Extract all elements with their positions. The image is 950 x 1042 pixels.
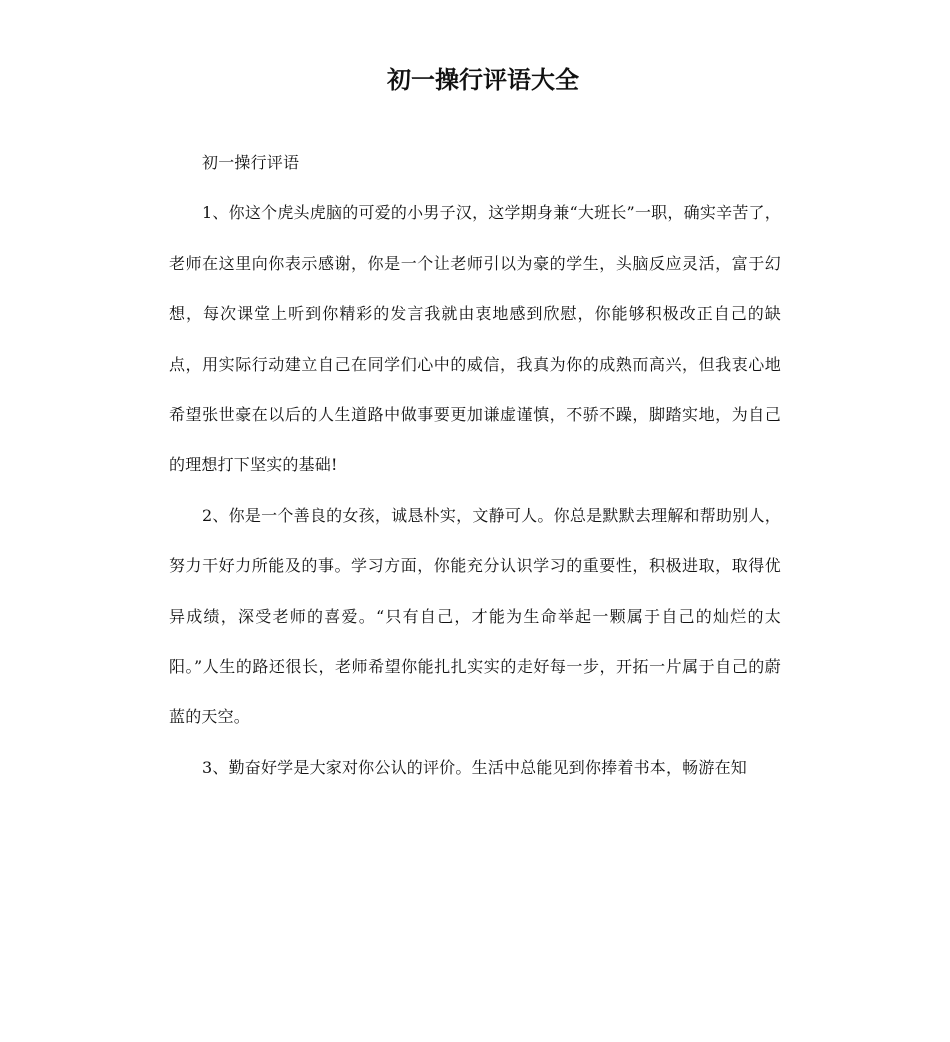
document-title: 初一操行评语大全: [387, 66, 579, 94]
comment-paragraph-3: 3、勤奋好学是大家对你公认的评价。生活中总能见到你捧着书本，畅游在知: [202, 757, 747, 777]
comment-paragraph-2: 2、你是一个善良的女孩，诚恳朴实，文静可人。你总是默默去理解和帮助别人，努力干好力所能及的事。学习方面，你能充分认识学习的重要性，积极进取，取得优异成绩，深受老师的喜爱。“只有自己，才能为生命举起一颗属于自己的灿烂的太阳。”人生的路还很长，老师希望你能扎扎实实的走好每一步，开拓一片属于自己的蔚蓝的天空。: [169, 505, 781, 727]
comment-paragraph-1: 1、你这个虎头虎脑的可爱的小男子汉，这学期身兼“大班长”一职，确实辛苦了，老师在这里向你表示感谢，你是一个让老师引以为豪的学生，头脑反应灵活，富于幻想，每次课堂上听到你精彩的发言我就由衷地感到欣慰，你能够积极改正自己的缺点，用实际行动建立自己在同学们心中的威信，我真为你的成熟而高兴，但我衷心地希望张世豪在以后的人生道路中做事要更加谦虚谨慎，不骄不躁，脚踏实地，为自己的理想打下坚实的基础!: [169, 203, 781, 475]
document-body: [169, 138, 781, 793]
section-heading: 初一操行评语: [202, 153, 300, 172]
